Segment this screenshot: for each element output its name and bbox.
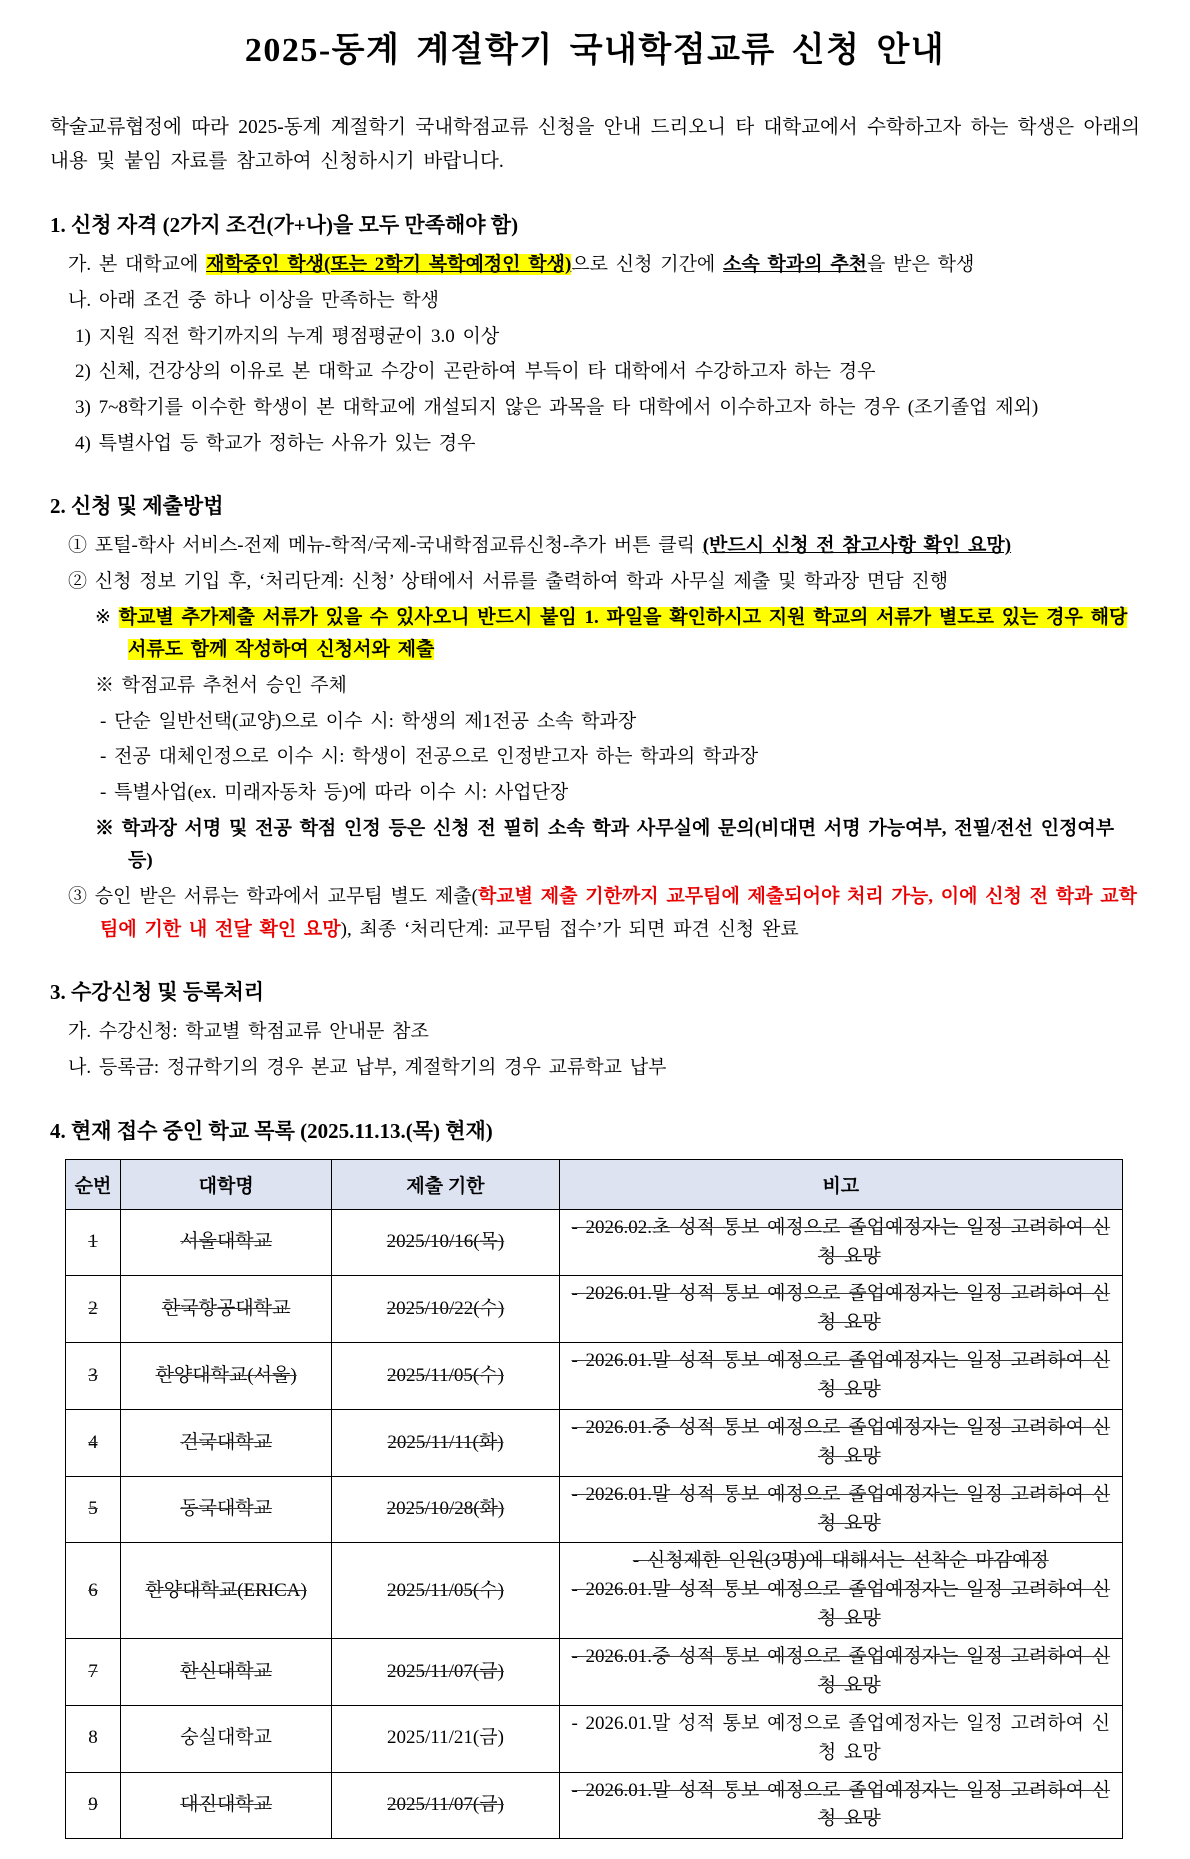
table-cell-deadline	[332, 1209, 559, 1276]
cell-text: 2025/11/21(금)	[387, 1727, 504, 1749]
text-segment: 2) 신체, 건강상의 이유로 본 대학교 수강이 곤란하여 부득이 타 대학에서 수강하고자 하는 경우	[75, 361, 876, 383]
table-row	[66, 1772, 1123, 1839]
table-header-cell: 순번	[66, 1159, 121, 1209]
cell-text: 한신대학교	[180, 1660, 273, 1682]
table-cell-univ	[120, 1409, 331, 1476]
table-cell-remarks	[559, 1209, 1122, 1276]
cell-text: 한양대학교(서울)	[155, 1364, 297, 1386]
section-heading: 1. 신청 자격 (2가지 조건(가+나)을 모두 만족해야 함)	[50, 213, 519, 238]
emphasized-text: 재학중인 학생(또는 2학기 복학예정인 학생)	[206, 254, 572, 276]
school-table	[65, 1159, 1123, 1840]
table-cell-univ	[120, 1772, 331, 1839]
table-cell-no	[66, 1543, 121, 1639]
cell-text: 2025/11/05(수)	[387, 1579, 504, 1601]
cell-text: 2025/11/11(화)	[387, 1431, 504, 1453]
table-cell-remarks	[559, 1772, 1122, 1839]
emphasized-text: 학교별 제출 기한까지 교무팀에 제출되어야 처리 가능, 이에 신청 전 학과 교학팀에 기한 내 전달 확인 요망	[100, 886, 1137, 940]
table-cell-remarks	[559, 1543, 1122, 1639]
list-item	[50, 566, 1140, 599]
remark-line: - 2026.01.말 성적 통보 예정으로 졸업예정자는 일정 고려하여 신청 요망	[571, 1350, 1111, 1401]
table-header-cell: 대학명	[120, 1159, 331, 1209]
list-item	[50, 530, 1140, 563]
table-cell-no	[66, 1209, 121, 1276]
list-item	[50, 1052, 1140, 1085]
list-item	[50, 670, 1140, 703]
cell-text: 5	[88, 1498, 98, 1520]
table-cell-deadline	[332, 1639, 559, 1706]
table-cell-no	[66, 1409, 121, 1476]
cell-text: 6	[88, 1579, 98, 1601]
text-segment: 가. 본 대학교에	[68, 254, 207, 276]
list-item	[50, 428, 1140, 461]
text-segment: 나. 아래 조건 중 하나 이상을 만족하는 학생	[68, 289, 440, 311]
document-title: 2025-동계 계절학기 국내학점교류 신청 안내	[244, 32, 946, 69]
table-cell-no	[66, 1476, 121, 1543]
table-cell-univ	[120, 1639, 331, 1706]
table-row	[66, 1476, 1123, 1543]
cell-text: 대진대학교	[180, 1794, 273, 1816]
list-item	[50, 356, 1140, 389]
table-cell-univ	[120, 1543, 331, 1639]
table-cell-univ	[120, 1705, 331, 1772]
table-cell-no	[66, 1276, 121, 1343]
remark-line: - 2026.01.말 성적 통보 예정으로 졸업예정자는 일정 고려하여 신청 요망	[571, 1712, 1111, 1763]
table-header-cell: 비고	[559, 1159, 1122, 1209]
text-segment: - 단순 일반선택(교양)으로 이수 시: 학생의 제1전공 소속 학과장	[100, 710, 637, 732]
table-cell-univ	[120, 1276, 331, 1343]
cell-text: 2025/10/28(화)	[386, 1498, 505, 1520]
text-segment: ), 최종 ‘처리단계: 교무팀 접수’가 되면 파견 신청 완료	[340, 918, 799, 940]
text-segment: 3) 7~8학기를 이수한 학생이 본 대학교에 개설되지 않은 과목을 타 대학에서 이수하고자 하는 경우 (조기졸업 제외)	[75, 396, 1039, 418]
table-cell-univ	[120, 1476, 331, 1543]
text-segment: 가. 수강신청: 학교별 학점교류 안내문 참조	[68, 1021, 429, 1043]
cell-text: 서울대학교	[180, 1231, 273, 1253]
table-row	[66, 1409, 1123, 1476]
table-cell-deadline	[332, 1409, 559, 1476]
cell-text: 2025/11/07(금)	[387, 1794, 504, 1816]
document-sections	[50, 209, 1140, 1839]
table-cell-remarks	[559, 1476, 1122, 1543]
table-cell-no	[66, 1639, 121, 1706]
table-cell-remarks	[559, 1705, 1122, 1772]
table-cell-deadline	[332, 1772, 559, 1839]
table-cell-remarks	[559, 1639, 1122, 1706]
table-cell-deadline	[332, 1705, 559, 1772]
table-cell-univ	[120, 1343, 331, 1410]
table-cell-deadline	[332, 1543, 559, 1639]
cell-text: 8	[88, 1727, 98, 1749]
cell-text: 2025/10/22(수)	[386, 1298, 505, 1320]
table-cell-univ	[120, 1209, 331, 1276]
table-cell-remarks	[559, 1276, 1122, 1343]
table-header-row	[66, 1159, 1123, 1209]
table-cell-no	[66, 1772, 121, 1839]
list-item	[50, 706, 1140, 739]
cell-text: 2025/10/16(목)	[386, 1231, 505, 1253]
text-segment: ② 신청 정보 기입 후, ‘처리단계: 신청’ 상태에서 서류를 출력하여 학과 사무실 제출 및 학과장 면담 진행	[68, 570, 949, 592]
text-segment: 1) 지원 직전 학기까지의 누계 평점평균이 3.0 이상	[75, 325, 500, 347]
remark-line: - 2026.02.초 성적 통보 예정으로 졸업예정자는 일정 고려하여 신청 요망	[571, 1216, 1111, 1267]
table-header-cell: 제출 기한	[332, 1159, 559, 1209]
table-row	[66, 1343, 1123, 1410]
cell-text: 숭실대학교	[180, 1727, 273, 1749]
remark-line: - 2026.01.말 성적 통보 예정으로 졸업예정자는 일정 고려하여 신청 요망	[571, 1779, 1111, 1830]
list-item	[50, 813, 1140, 878]
cell-text: 2025/11/05(수)	[387, 1364, 504, 1386]
emphasized-text: ※ 학과장 서명 및 전공 학점 인정 등은 신청 전 필히 소속 학과 사무실에 문의(비대면 서명 가능여부, 전필/전선 인정여부 등)	[95, 817, 1115, 872]
table-cell-remarks	[559, 1409, 1122, 1476]
table-cell-deadline	[332, 1276, 559, 1343]
text-segment: - 특별사업(ex. 미래자동차 등)에 따라 이수 시: 사업단장	[100, 781, 569, 803]
intro-paragraph: 학술교류협정에 따라 2025-동계 계절학기 국내학점교류 신청을 안내 드리오니 타 대학교에서 수학하고자 하는 학생은 아래의 내용 및 붙임 자료를 참고하여 신청하시기 바랍니다.	[50, 117, 1140, 173]
emphasized-text: 소속 학과의 추천	[723, 254, 868, 276]
remark-line: - 2026.01.말 성적 통보 예정으로 졸업예정자는 일정 고려하여 신청 요망	[571, 1483, 1111, 1534]
text-segment: 나. 등록금: 정규학기의 경우 본교 납부, 계절학기의 경우 교류학교 납부	[68, 1057, 667, 1079]
list-item	[50, 285, 1140, 318]
cell-text: 7	[88, 1660, 98, 1682]
text-segment: 을 받은 학생	[867, 254, 975, 276]
emphasized-text: (반드시 신청 전 참고사항 확인 요망)	[702, 535, 1012, 557]
cell-text: 4	[88, 1431, 98, 1453]
emphasized-text: 학교별 추가제출 서류가 있을 수 있사오니 반드시 붙임 1. 파일을 확인하시고 지원 학교의 서류가 별도로 있는 경우 해당 서류도 함께 작성하여 신청서와 제출	[118, 606, 1128, 661]
text-segment: ※	[95, 606, 119, 628]
cell-text: 한양대학교(ERICA)	[145, 1579, 307, 1601]
cell-text: 1	[88, 1231, 98, 1253]
list-item	[50, 741, 1140, 774]
list-item	[50, 602, 1140, 667]
cell-text: 3	[88, 1364, 98, 1386]
list-item	[50, 777, 1140, 810]
cell-text: 2025/11/07(금)	[387, 1660, 504, 1682]
list-item	[50, 1016, 1140, 1049]
list-item	[50, 881, 1140, 946]
table-row	[66, 1209, 1123, 1276]
remark-line: - 2026.01.말 성적 통보 예정으로 졸업예정자는 일정 고려하여 신청 요망	[571, 1283, 1111, 1334]
list-item	[50, 249, 1140, 282]
section-heading: 4. 현재 접수 중인 학교 목록 (2025.11.13.(목) 현재)	[50, 1118, 493, 1143]
table-row	[66, 1639, 1123, 1706]
cell-text: 동국대학교	[180, 1498, 273, 1520]
section-heading: 3. 수강신청 및 등록처리	[50, 980, 265, 1005]
remark-line: - 2026.01.중 성적 통보 예정으로 졸업예정자는 일정 고려하여 신청 요망	[571, 1416, 1111, 1467]
remark-line: - 2026.01.말 성적 통보 예정으로 졸업예정자는 일정 고려하여 신청 요망	[571, 1579, 1111, 1630]
table-cell-deadline	[332, 1476, 559, 1543]
table-row	[66, 1276, 1123, 1343]
section-heading: 2. 신청 및 제출방법	[50, 494, 224, 519]
cell-text: 9	[88, 1794, 98, 1816]
table-cell-no	[66, 1705, 121, 1772]
text-segment: ③ 승인 받은 서류는 학과에서 교무팀 별도 제출(	[68, 886, 478, 907]
table-row	[66, 1543, 1123, 1639]
table-cell-deadline	[332, 1343, 559, 1410]
text-segment: ① 포털-학사 서비스-전제 메뉴-학적/국제-국내학점교류신청-추가 버튼 클릭	[68, 535, 703, 557]
table-cell-no	[66, 1343, 121, 1410]
table-row	[66, 1705, 1123, 1772]
text-segment: ※ 학점교류 추천서 승인 주체	[95, 674, 347, 696]
list-item	[50, 392, 1140, 425]
cell-text: 2	[88, 1298, 98, 1320]
list-item	[50, 321, 1140, 354]
text-segment: 4) 특별사업 등 학교가 정하는 사유가 있는 경우	[75, 432, 476, 454]
cell-text: 한국항공대학교	[161, 1298, 291, 1320]
text-segment: 으로 신청 기간에	[571, 254, 724, 276]
cell-text: 건국대학교	[180, 1431, 273, 1453]
remark-line: - 신청제한 인원(3명)에 대해서는 선착순 마감예정	[632, 1550, 1049, 1572]
text-segment: - 전공 대체인정으로 이수 시: 학생이 전공으로 인정받고자 하는 학과의 학과장	[100, 746, 759, 768]
table-cell-remarks	[559, 1343, 1122, 1410]
remark-line: - 2026.01.중 성적 통보 예정으로 졸업예정자는 일정 고려하여 신청 요망	[571, 1646, 1111, 1696]
